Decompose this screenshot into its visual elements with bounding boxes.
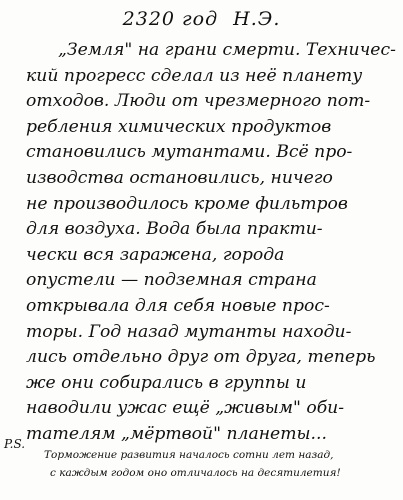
text-line: кий прогресс сделал из неё планету <box>26 65 363 86</box>
text-line: торы. Год назад мутанты находи- <box>26 321 352 342</box>
heading-year: 2320 год <box>122 8 219 30</box>
text-line: отходов. Люди от чрезмерного пот- <box>26 91 371 112</box>
text-line: же они собирались в группы и <box>26 372 307 393</box>
text-line: открывала для себя новые прос- <box>26 295 330 316</box>
page-heading <box>0 8 403 30</box>
text-line: лись отдельно друг от друга, теперь <box>26 347 376 368</box>
text-line: становились мутантами. Всё про- <box>26 142 353 163</box>
text-line: ребления химических продуктов <box>26 116 332 137</box>
text-line: не производилось кроме фильтров <box>26 193 348 214</box>
text-line: для воздуха. Вода была практи- <box>26 219 323 240</box>
postscript <box>44 446 389 482</box>
text-line: опустели — подземная страна <box>26 270 317 291</box>
text-line: наводили ужас ещё „живым" оби- <box>26 398 345 419</box>
ps-line: с каждым годом оно отличалось на десятилетия! <box>50 467 341 479</box>
heading-initials: Н.Э. <box>233 8 281 30</box>
ps-label: P.S. <box>4 437 26 451</box>
text-line: изводства остановились, ничего <box>26 167 333 188</box>
text-line: „Земля" на грани смерти. Техничес- <box>58 40 396 60</box>
handwritten-text <box>26 38 394 448</box>
ps-line: Торможение развития началось сотни лет назад, <box>44 449 334 461</box>
text-line: тателям „мёртвой" планеты... <box>26 423 327 444</box>
text-line: чески вся заражена, города <box>26 244 285 265</box>
